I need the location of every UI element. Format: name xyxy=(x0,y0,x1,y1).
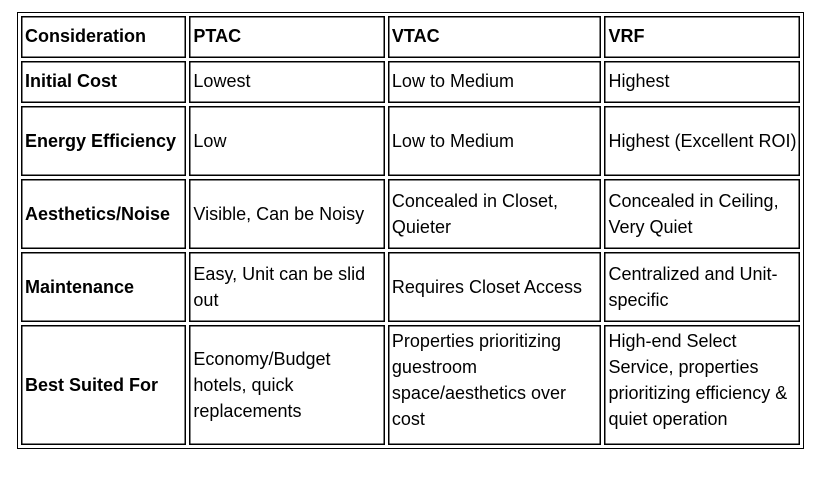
table-row xyxy=(21,61,800,103)
table-row xyxy=(21,252,800,322)
header-vrf: VRF xyxy=(604,16,800,58)
row-label-aesthetics-noise: Aesthetics/Noise xyxy=(21,179,186,249)
row-label-maintenance: Maintenance xyxy=(21,252,186,322)
cell-vrf: High-end Select Service, properties prioritizing efficiency & quiet operation xyxy=(604,325,800,445)
row-label-best-suited-for: Best Suited For xyxy=(21,325,186,445)
cell-vrf: Centralized and Unit-specific xyxy=(604,252,800,322)
cell-ptac: Easy, Unit can be slid out xyxy=(189,252,385,322)
table-row xyxy=(21,106,800,176)
header-vtac: VTAC xyxy=(388,16,602,58)
table-row xyxy=(21,179,800,249)
cell-ptac: Lowest xyxy=(189,61,385,103)
cell-vrf: Highest (Excellent ROI) xyxy=(604,106,800,176)
header-ptac: PTAC xyxy=(189,16,385,58)
row-label-energy-efficiency: Energy Efficiency xyxy=(21,106,186,176)
cell-vtac: Properties prioritizing guestroom space/aesthetics over cost xyxy=(388,325,602,445)
cell-vtac: Low to Medium xyxy=(388,61,602,103)
cell-vtac: Requires Closet Access xyxy=(388,252,602,322)
cell-ptac: Low xyxy=(189,106,385,176)
table-row xyxy=(21,325,800,445)
table-header-row xyxy=(21,16,800,58)
cell-vrf: Highest xyxy=(604,61,800,103)
cell-vrf: Concealed in Ceiling, Very Quiet xyxy=(604,179,800,249)
cell-vtac: Low to Medium xyxy=(388,106,602,176)
header-consideration: Consideration xyxy=(21,16,186,58)
cell-ptac: Economy/Budget hotels, quick replacements xyxy=(189,325,385,445)
cell-ptac: Visible, Can be Noisy xyxy=(189,179,385,249)
row-label-initial-cost: Initial Cost xyxy=(21,61,186,103)
cell-vtac: Concealed in Closet, Quieter xyxy=(388,179,602,249)
comparison-table xyxy=(17,12,804,449)
